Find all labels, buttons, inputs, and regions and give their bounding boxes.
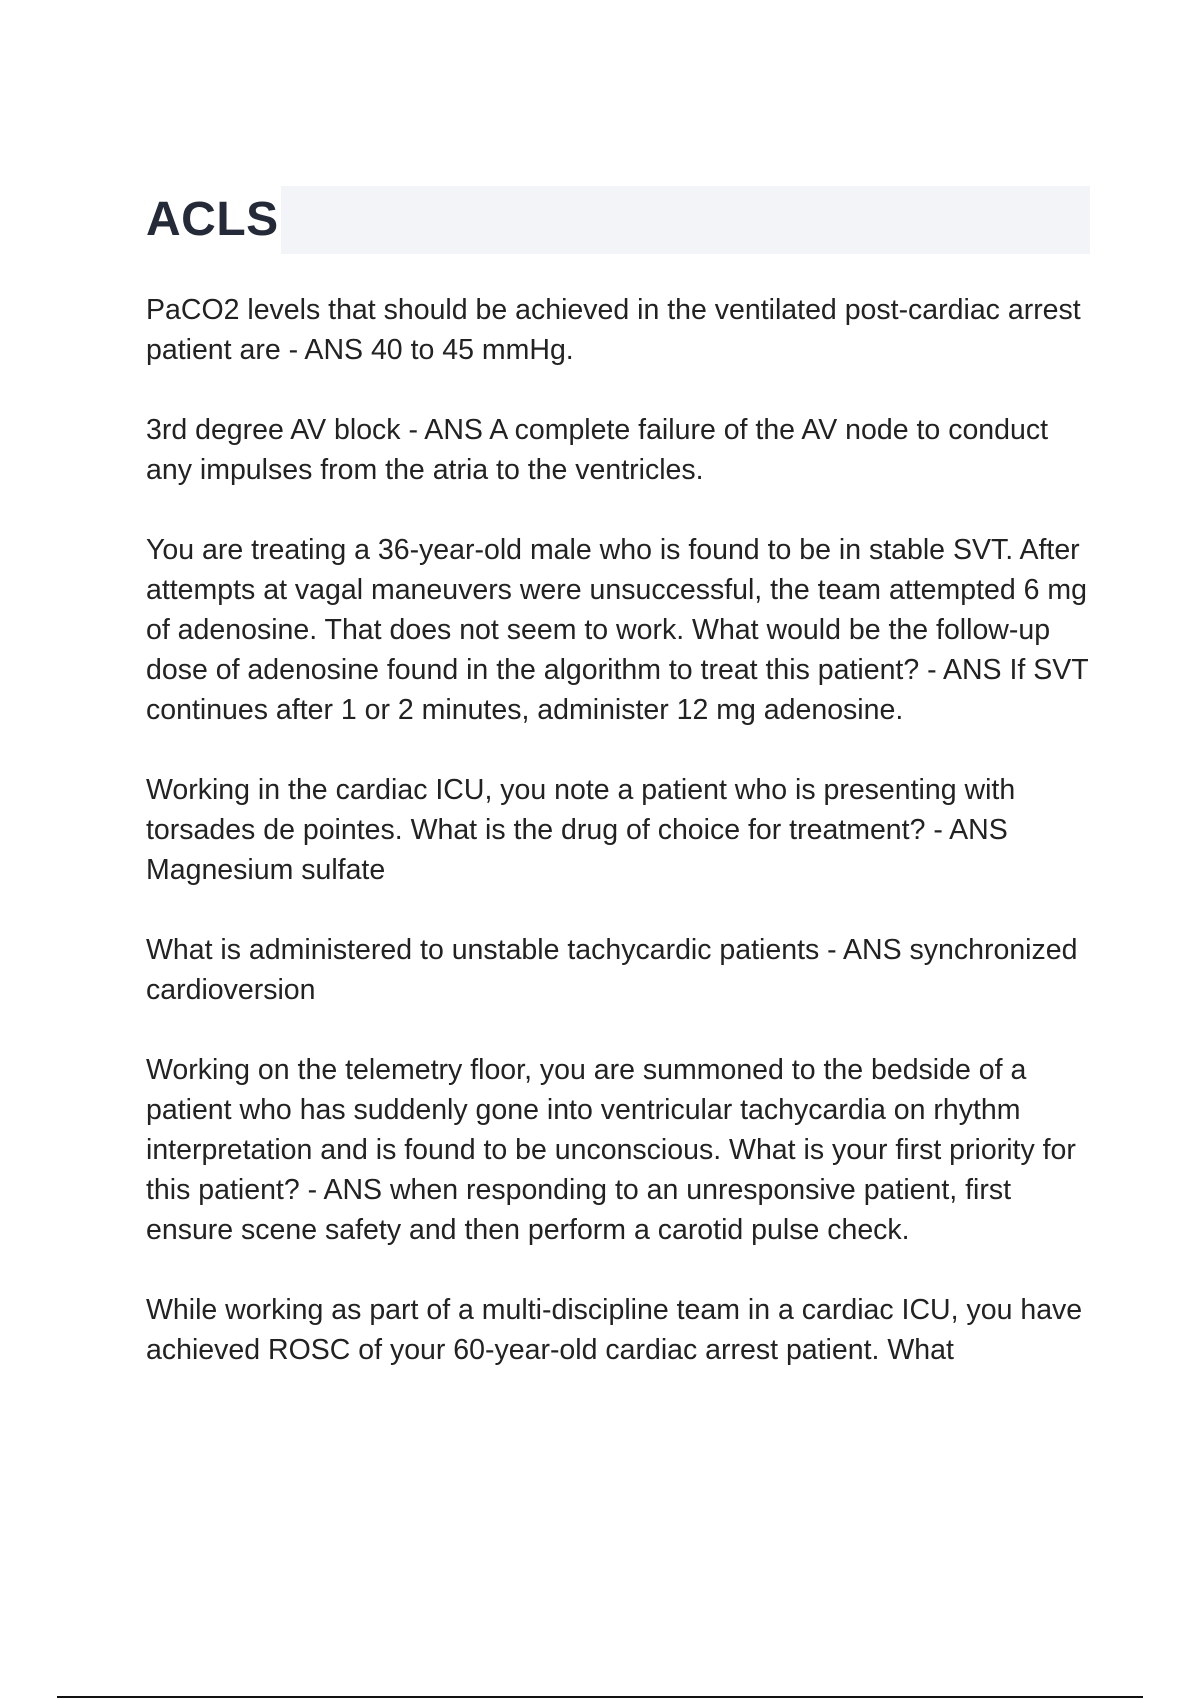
qa-item: PaCO2 levels that should be achieved in the ventilated post-cardiac arrest patient are - ANS 40 to 45 mmHg. <box>146 294 1081 366</box>
document-title: ACLS <box>146 186 281 254</box>
qa-item: Working on the telemetry floor, you are summoned to the bedside of a patient who has suddenly gone into ventricular tachycardia on rhythm interpretation and is found to be unconscious. What is your first priority for this patient? - ANS when responding to an unresponsive patient, first ensure scene safety and then perform a carotid pulse check. <box>146 1054 1076 1246</box>
qa-item: Working in the cardiac ICU, you note a patient who is presenting with torsades de pointes. What is the drug of choice for treatment? - ANS Magnesium sulfate <box>146 774 1016 886</box>
qa-item: What is administered to unstable tachycardic patients - ANS synchronized cardioversion <box>146 934 1078 1006</box>
title-band <box>146 186 1090 254</box>
qa-item: You are treating a 36-year-old male who is found to be in stable SVT. After attempts at vagal maneuvers were unsuccessful, the team attempted 6 mg of adenosine. That does not seem to work. What would be the follow-up dose of adenosine found in the algorithm to treat this patient? - ANS If SVT continues after 1 or 2 minutes, administer 12 mg adenosine. <box>146 534 1089 726</box>
qa-item: While working as part of a multi-discipline team in a cardiac ICU, you have achieved ROSC of your 60-year-old cardiac arrest patient. What <box>146 1294 1083 1366</box>
qa-list <box>146 290 1096 1410</box>
qa-item: 3rd degree AV block - ANS A complete failure of the AV node to conduct any impulses from the atria to the ventricles. <box>146 414 1049 486</box>
footer-divider <box>57 1696 1143 1698</box>
